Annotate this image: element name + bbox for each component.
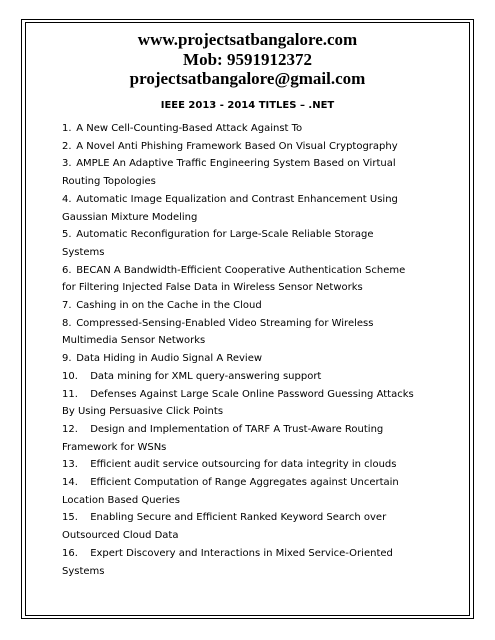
list-item-continuation bbox=[62, 492, 472, 510]
item-number: 8. bbox=[62, 317, 72, 329]
list-item bbox=[62, 120, 472, 138]
list-item bbox=[62, 474, 472, 492]
item-text: A New Cell-Counting-Based Attack Against To bbox=[76, 123, 303, 134]
list-item bbox=[62, 421, 472, 439]
item-text: Expert Discovery and Interactions in Mixed Service-Oriented bbox=[90, 547, 393, 559]
list-item-continuation bbox=[62, 279, 472, 297]
item-text: Framework for WSNs bbox=[62, 441, 167, 453]
list-item bbox=[62, 138, 472, 156]
item-text: Data mining for XML query-answering support bbox=[90, 370, 322, 382]
item-text: Automatic Image Equalization and Contrast Enhancement Using bbox=[76, 193, 398, 205]
list-item bbox=[62, 509, 472, 527]
item-number: 14. bbox=[62, 477, 78, 489]
item-number: 16. bbox=[62, 547, 78, 559]
list-item-continuation bbox=[62, 209, 472, 227]
item-number: 4. bbox=[62, 193, 72, 205]
titles-list bbox=[62, 120, 472, 580]
item-text: Cashing in on the Cache in the Cloud bbox=[76, 300, 262, 312]
item-text: Enabling Secure and Efficient Ranked Keyword Search over bbox=[90, 512, 387, 524]
list-item bbox=[62, 368, 472, 386]
item-number: 9. bbox=[62, 353, 72, 365]
item-number: 11. bbox=[62, 388, 78, 400]
item-text: Compressed-Sensing-Enabled Video Streaming for Wireless bbox=[76, 317, 374, 329]
item-text: Defenses Against Large Scale Online Password Guessing Attacks bbox=[90, 388, 414, 400]
list-item bbox=[62, 456, 472, 474]
list-item-continuation bbox=[62, 244, 472, 262]
item-text: Efficient audit service outsourcing for data integrity in clouds bbox=[90, 459, 397, 471]
website-header: www.projectsatbangalore.com bbox=[137, 30, 358, 49]
list-item-continuation bbox=[62, 173, 472, 191]
list-item bbox=[62, 545, 472, 563]
item-text: Efficient Computation of Range Aggregates against Uncertain bbox=[90, 477, 399, 489]
list-item-continuation bbox=[62, 403, 472, 421]
item-number: 2. bbox=[62, 140, 72, 152]
item-text: Outsourced Cloud Data bbox=[62, 530, 179, 542]
item-text: Automatic Reconfiguration for Large-Scale Reliable Storage bbox=[76, 229, 374, 241]
item-number: 3. bbox=[62, 158, 72, 170]
item-text: Routing Topologies bbox=[62, 176, 156, 188]
list-item-continuation bbox=[62, 563, 472, 581]
list-item bbox=[62, 226, 472, 244]
list-item-continuation bbox=[62, 527, 472, 545]
item-number: 10. bbox=[62, 370, 78, 382]
list-item bbox=[62, 262, 472, 280]
item-number: 13. bbox=[62, 459, 78, 471]
document-title: IEEE 2013 - 2014 TITLES – .NET bbox=[160, 100, 335, 111]
item-text: A Novel Anti Phishing Framework Based On Visual Cryptography bbox=[76, 140, 398, 152]
item-text: By Using Persuasive Click Points bbox=[62, 406, 224, 418]
item-number: 12. bbox=[62, 423, 78, 435]
item-text: BECAN A Bandwidth-Efficient Cooperative Authentication Scheme bbox=[76, 264, 406, 276]
list-item bbox=[62, 386, 472, 404]
list-item bbox=[62, 155, 472, 173]
item-number: 6. bbox=[62, 264, 72, 276]
mobile-header: Mob: 9591912372 bbox=[183, 50, 312, 69]
item-text: Location Based Queries bbox=[62, 494, 180, 506]
item-text: Design and Implementation of TARF A Trust-Aware Routing bbox=[90, 423, 384, 435]
list-item bbox=[62, 297, 472, 315]
item-number: 7. bbox=[62, 300, 72, 312]
list-item bbox=[62, 350, 472, 368]
list-item bbox=[62, 191, 472, 209]
item-text: Data Hiding in Audio Signal A Review bbox=[76, 353, 263, 365]
item-text: Systems bbox=[62, 246, 105, 258]
item-number: 1. bbox=[62, 123, 72, 134]
email-header: projectsatbangalore@gmail.com bbox=[129, 69, 366, 88]
item-text: AMPLE An Adaptive Traffic Engineering System Based on Virtual bbox=[76, 158, 396, 170]
list-item-continuation bbox=[62, 439, 472, 457]
item-text: Gaussian Mixture Modeling bbox=[62, 211, 198, 223]
item-text: for Filtering Injected False Data in Wireless Sensor Networks bbox=[62, 282, 363, 294]
item-text: Multimedia Sensor Networks bbox=[62, 335, 206, 347]
list-item bbox=[62, 315, 472, 333]
item-number: 5. bbox=[62, 229, 72, 241]
item-number: 15. bbox=[62, 512, 78, 524]
list-item-continuation bbox=[62, 332, 472, 350]
item-text: Systems bbox=[62, 565, 105, 577]
